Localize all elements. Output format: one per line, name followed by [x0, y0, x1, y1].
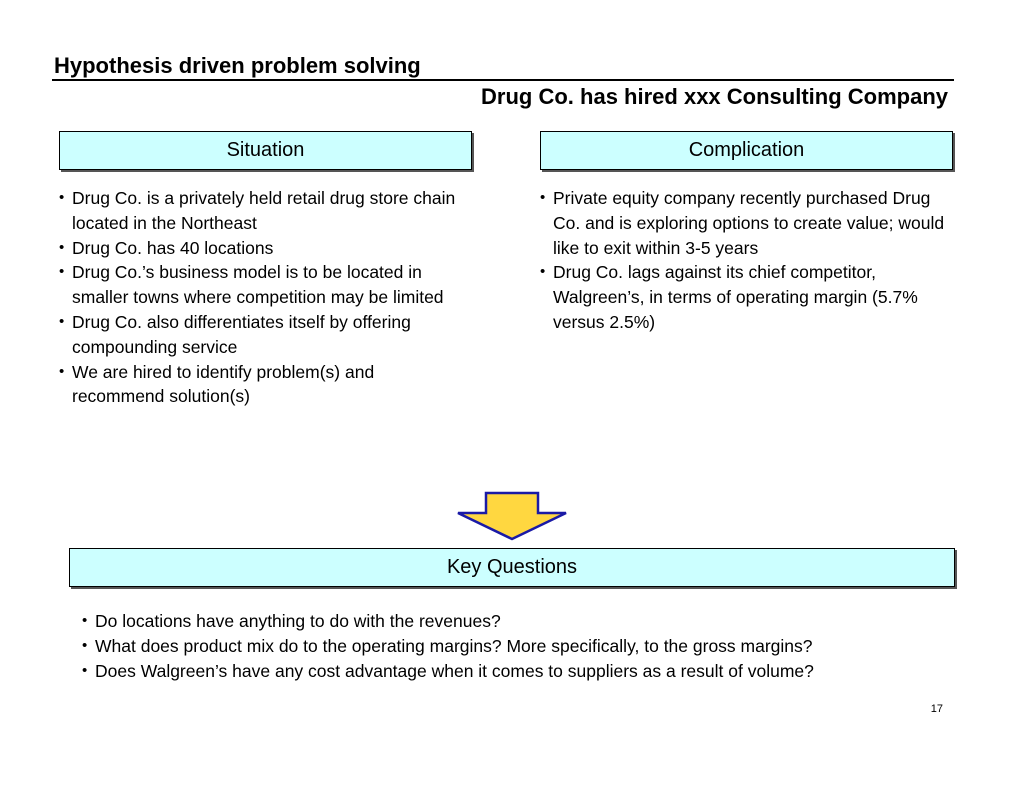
slide-title: Hypothesis driven problem solving: [54, 53, 421, 78]
situation-bullet: • Drug Co.’s business model is to be located in smaller towns where competition may be limited: [59, 260, 459, 310]
key-question-bullet: • Do locations have anything to do with the revenues?: [82, 609, 982, 634]
situation-heading-box: [59, 131, 472, 170]
complication-heading: Complication: [688, 139, 805, 161]
complication-bullet: • Private equity company recently purchased Drug Co. and is exploring options to create value; would like to exit within 3-5 years: [540, 186, 960, 260]
situation-bullet: • Drug Co. has 40 locations: [59, 236, 459, 261]
title-divider: [52, 79, 954, 81]
key-question-bullet: • Does Walgreen’s have any cost advantage when it comes to suppliers as a result of volume?: [82, 659, 982, 684]
down-arrow-shape: [458, 493, 566, 539]
situation-bullet-list: [59, 186, 459, 409]
complication-heading-box: [540, 131, 953, 170]
slide-subtitle: Drug Co. has hired xxx Consulting Company: [481, 84, 948, 109]
situation-bullet: • We are hired to identify problem(s) and recommend solution(s): [59, 360, 459, 410]
key-question-bullet: • What does product mix do to the operating margins? More specifically, to the gross margins?: [82, 634, 982, 659]
key-questions-heading-box: [69, 548, 955, 587]
situation-heading: Situation: [226, 139, 305, 161]
situation-bullet: • Drug Co. is a privately held retail drug store chain located in the Northeast: [59, 186, 459, 236]
situation-bullet: • Drug Co. also differentiates itself by offering compounding service: [59, 310, 459, 360]
down-arrow-icon: [456, 491, 568, 541]
key-questions-bullet-list: [82, 609, 982, 683]
complication-bullet: • Drug Co. lags against its chief competitor, Walgreen’s, in terms of operating margin (5.7% versus 2.5%): [540, 260, 960, 334]
key-questions-heading: Key Questions: [446, 556, 578, 578]
complication-bullet-list: [540, 186, 960, 335]
page-number: 17: [930, 703, 943, 715]
